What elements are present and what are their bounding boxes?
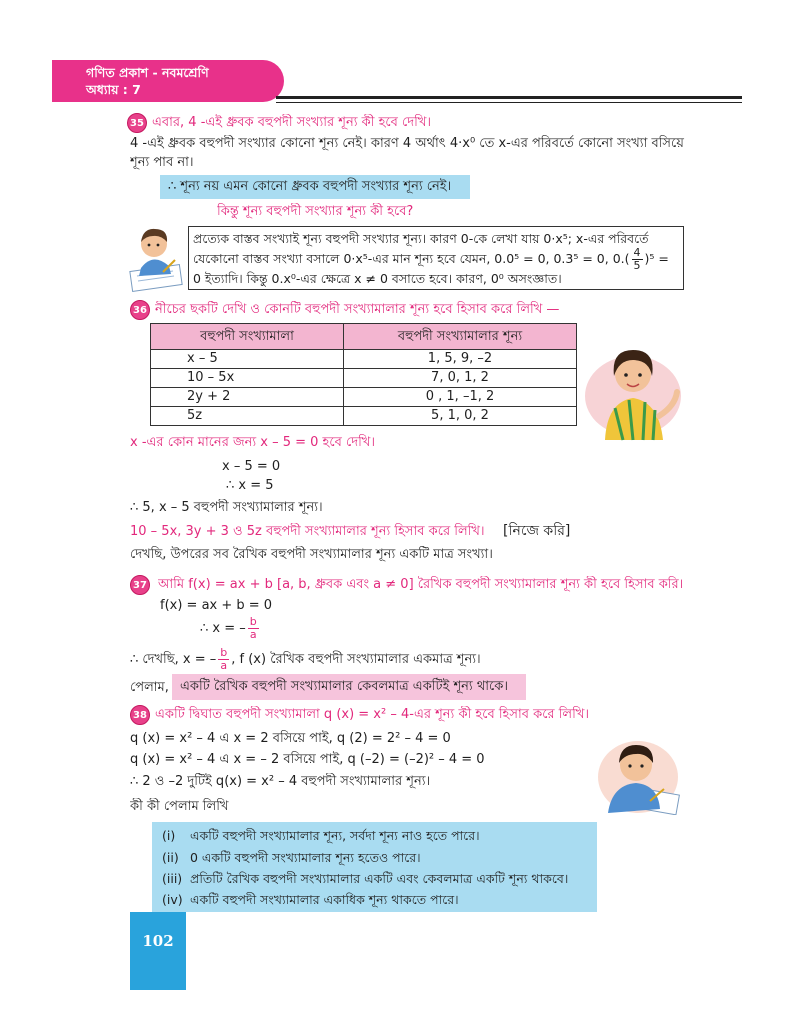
list-item-text: একটি বহুপদী সংখ্যামালার শূন্য, সর্বদা শূন্য নাও হতে পারে। [190,828,480,843]
list-item-text: প্রতিটি রৈখিক বহুপদী সংখ্যামালার একটি এবং কেবলমাত্র একটি শূন্য থাকবে। [190,871,569,886]
list-item [152,868,597,890]
header-rule-thin [276,102,742,103]
page-number: 102 [130,912,186,990]
self-do-label: [নিজে করি] [503,523,571,539]
boy-studying-illustration [127,222,187,292]
zero-polynomial-explanation-box [188,226,684,290]
table-cell-zeros: 1, 5, 9, –2 [344,350,577,369]
explanation-line3: 0 ইত্যাদি। কিন্তু 0.x⁰-এর ক্ষেত্রে x ≠ 0 বসাতে হবে। কারণ, 0⁰ অসংজ্ঞাত। [193,271,562,286]
eye [638,373,642,377]
fraction-numerator: b [249,615,257,628]
list-marker: (iv) [162,892,183,907]
table-header-row [151,324,577,350]
chapter-label: অধ্যায় : 7 [86,82,141,97]
result-zero-of-x-minus-5: ∴ 5, x – 5 বহুপদী সংখ্যামালার শূন্য। [130,500,323,515]
fraction-numerator: b [220,646,228,659]
table-row [151,369,577,388]
book-title: গণিত প্রকাশ - নবমশ্রেণি [86,65,209,80]
section-38-heading: একটি দ্বিঘাত বহুপদী সংখ্যামালা q (x) = x² – 4-এর শূন্য কী হবে হিসাব করে লিখি। [155,707,590,722]
fraction-denominator: a [249,628,257,641]
equation-x-equals-5: ∴ x = 5 [226,478,274,493]
quadratic-line: ∴ 2 ও –2 দুটিই q(x) = x² – 4 বহুপদী সংখ্যামালার শূন্য। [130,774,431,789]
quadratic-line: q (x) = x² – 4 এ x = 2 বসিয়ে পাই, q (2) = 2² – 4 = 0 [130,731,451,746]
eye [624,373,628,377]
linear-observation: দেখছি, উপরের সব রৈখিক বহুপদী সংখ্যামালার শূন্য একটি মাত্র সংখ্যা। [130,547,493,562]
section-36-heading: নীচের ছকটি দেখি ও কোনটি বহুপদী সংখ্যামালার শূন্য হবে হিসাব করে লিখি — [155,302,560,317]
table-cell-expression: x – 5 [151,350,344,369]
equation-x-prefix: ∴ x = – [200,621,246,636]
eye [157,244,160,247]
list-item [152,825,597,847]
equation-x-equals-minus-b-over-a [200,614,360,644]
list-marker: (iii) [162,871,183,886]
table-header-expression: বহুপদী সংখ্যামালা [151,324,344,350]
fraction-denominator: 5 [633,259,641,272]
fraction-numerator: 4 [633,246,641,259]
list-marker: (i) [162,828,176,843]
header-rule [276,96,742,99]
table-cell-expression: 5z [151,407,344,426]
conclusion-prefix: ∴ দেখছি, x = – [130,652,217,667]
table-cell-expression: 2y + 2 [151,388,344,407]
explanation-line2-text: যেকোনো বাস্তব সংখ্যা বসালে 0·x⁵-এর মান শূন্য হবে যেমন, 0.0⁵ = 0, 0.3⁵ = 0, 0.( [193,251,630,266]
section-number-38: 38 [130,705,150,725]
table-row [151,350,577,369]
fraction-denominator: a [220,659,228,672]
table-cell-expression: 10 – 5x [151,369,344,388]
conclusion-suffix: , f (x) রৈখিক বহুপদী সংখ্যামালার একমাত্র শূন্য। [231,652,481,667]
summary-heading: কী কী পেলাম লিখি [130,799,229,814]
section-35-heading: এবার, 4 -এই ধ্রুবক বহুপদী সংখ্যার শূন্য কী হবে দেখি। [152,115,432,130]
table-row [151,407,577,426]
list-item [152,889,597,911]
explanation-line1: প্রত্যেক বাস্তব সংখ্যাই শূন্য বহুপদী সংখ্যার শূন্য। কারণ 0-কে লেখা যায় 0·x⁵; x-এর পরিবর্তে [193,231,649,246]
fraction-b-over-a [248,616,259,641]
eye [628,764,631,767]
eye [640,764,643,767]
section-number-37: 37 [130,575,150,595]
chapter-banner [52,60,284,102]
fraction-b-over-a [218,647,229,672]
equation-fx-equals-zero: f(x) = ax + b = 0 [160,598,273,613]
table-header-zeros: বহুপদী সংখ্যামালার শূন্য [344,324,577,350]
zero-polynomial-question: কিন্তু শূন্য বহুপদী সংখ্যার শূন্য কী হবে? [217,204,414,219]
section-35-paragraph-line1: 4 -এই ধ্রুবক বহুপদী সংখ্যার কোনো শূন্য নেই। কারণ 4 অর্থাৎ 4·x⁰ তে x-এর পরিবর্তে কোনো সংখ্যা বসিয়ে [130,136,684,151]
section-number-35: 35 [127,113,147,133]
equation-x-minus-5: x – 5 = 0 [222,459,281,474]
quadratic-line: q (x) = x² – 4 এ x = – 2 বসিয়ে পাই, q (–2) = (–2)² – 4 = 0 [130,752,485,767]
exercise-line: 10 – 5x, 3y + 3 ও 5z বহুপদী সংখ্যামালার শূন্য হিসাব করে লিখি। [130,524,485,539]
eye [148,244,151,247]
explanation-line2-end: )⁵ = [644,251,669,266]
boy-writing-illustration [598,735,684,815]
explanation-line2 [193,247,669,271]
list-marker: (ii) [162,850,179,865]
table-cell-zeros: 0 , 1, –1, 2 [344,388,577,407]
list-item-text: একটি বহুপদী সংখ্যামালার একাধিক শূন্য থাকতে পারে। [190,892,459,907]
section-37-heading: আমি f(x) = ax + b [a, b, ধ্রুবক এবং a ≠ 0] রৈখিক বহুপদী সংখ্যামালার শূন্য কী হবে হিসাব করি। [158,577,684,592]
list-item-text: 0 একটি বহুপদী সংখ্যামালার শূন্য হতেও পারে। [190,850,421,865]
constant-polynomial-conclusion: ∴ শূন্য নয় এমন কোনো ধ্রুবক বহুপদী সংখ্যার শূন্য নেই। [160,175,470,199]
girl-illustration [583,336,683,442]
polynomial-zeros-table [150,323,577,426]
fraction-four-fifths [632,247,643,272]
table-cell-zeros: 7, 0, 1, 2 [344,369,577,388]
list-item [152,847,597,869]
table-row [151,388,577,407]
section-number-36: 36 [130,300,150,320]
check-x-minus-5-line: x -এর কোন মানের জন্য x – 5 = 0 হবে দেখি। [130,435,375,450]
linear-zero-conclusion [130,645,690,675]
section-35-paragraph-line2: শূন্য পাব না। [130,155,194,170]
summary-box [152,822,597,912]
found-label: পেলাম, [130,680,169,695]
linear-zero-highlight: একটি রৈখিক বহুপদী সংখ্যামালার কেবলমাত্র একটিই শূন্য থাকে। [172,674,526,700]
table-cell-zeros: 5, 1, 0, 2 [344,407,577,426]
